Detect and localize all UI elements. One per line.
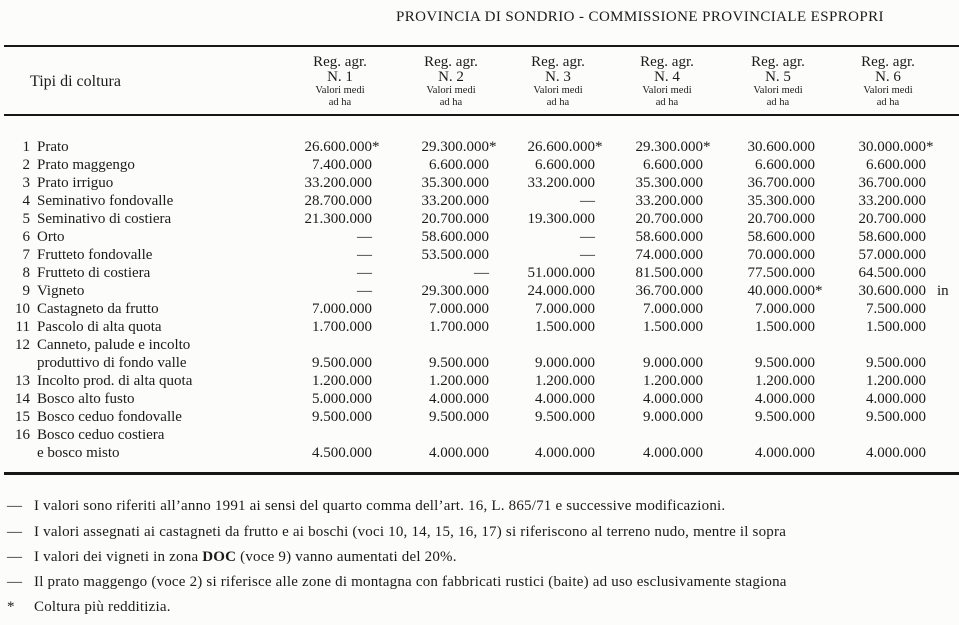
- value-cell-n4: 9.000.000: [643, 355, 703, 371]
- table-row: [0, 174, 959, 192]
- value-cell-n2: 33.200.000: [421, 193, 489, 209]
- value-cell-n6: 20.700.000: [858, 211, 926, 227]
- value-cell-n5: 35.300.000: [747, 193, 815, 209]
- reg-agr-label: Reg. agr.: [640, 54, 694, 70]
- value-cell-n1: 28.700.000: [304, 193, 372, 209]
- value-cell-n4: 4.000.000: [643, 391, 703, 407]
- crop-type-label: Bosco ceduo fondovalle: [37, 409, 182, 425]
- table-row: [0, 228, 959, 246]
- value-cell-n1: —: [357, 265, 372, 281]
- value-cell-n3: —: [580, 193, 595, 209]
- crop-type-label: Bosco ceduo costiera: [37, 427, 165, 443]
- value-cell-n5: 40.000.000*: [747, 283, 823, 299]
- value-cell-n3: 51.000.000: [527, 265, 595, 281]
- value-cell-n2: 58.600.000: [421, 229, 489, 245]
- table-row: [0, 426, 959, 462]
- value-cell-n1: 1.200.000: [312, 373, 372, 389]
- valori-medi-label: Valori medi: [642, 85, 692, 96]
- value-cell-n2: 6.600.000: [429, 157, 489, 173]
- value-cell-n2: 4.000.000: [429, 391, 489, 407]
- value-cell-n3: 6.600.000: [535, 157, 595, 173]
- value-cell-n6: 30.600.000: [858, 283, 926, 299]
- crop-type-label: Pascolo di alta quota: [37, 319, 162, 335]
- row-number: 7: [22, 247, 30, 263]
- value-cell-n6: 4.000.000: [866, 445, 926, 461]
- header-separator-rule: [4, 114, 959, 116]
- value-cell-n6: 64.500.000: [858, 265, 926, 281]
- value-cell-n5: 9.500.000: [755, 409, 815, 425]
- value-cell-n2: 1.700.000: [429, 319, 489, 335]
- row-number: 8: [22, 265, 30, 281]
- reg-agr-number: N. 6: [875, 69, 901, 85]
- table-row: [0, 336, 959, 372]
- value-cell-n1: 33.200.000: [304, 175, 372, 191]
- row-number: 2: [22, 157, 30, 173]
- crop-type-label: Seminativo fondovalle: [37, 193, 174, 209]
- reg-agr-label: Reg. agr.: [531, 54, 585, 70]
- footnote-text: Coltura più redditizia.: [34, 599, 171, 615]
- row-number: 10: [15, 301, 30, 317]
- value-cell-n2: 9.500.000: [429, 355, 489, 371]
- value-cell-n5: 6.600.000: [755, 157, 815, 173]
- crop-type-label: Incolto prod. di alta quota: [37, 373, 193, 389]
- table-row: [0, 210, 959, 228]
- ad-ha-label: ad ha: [655, 97, 679, 108]
- value-cell-n3: —: [580, 229, 595, 245]
- valori-medi-label: Valori medi: [753, 85, 803, 96]
- value-cell-n5: 70.000.000: [747, 247, 815, 263]
- row-number: 13: [15, 373, 30, 389]
- ad-ha-label: ad ha: [876, 97, 900, 108]
- table-row: [0, 264, 959, 282]
- footnote-text: I valori dei vigneti in zona DOC (voce 9) vanno aumentati del 20%.: [34, 549, 457, 565]
- value-cell-n4: 58.600.000: [635, 229, 703, 245]
- valori-medi-label: Valori medi: [426, 85, 476, 96]
- clipped-margin-text: in: [937, 283, 949, 299]
- value-cell-n4: 35.300.000: [635, 175, 703, 191]
- footnote-marker: —: [7, 574, 22, 590]
- crop-type-label-line2: produttivo di fondo valle: [37, 355, 187, 371]
- value-cell-n2: 53.500.000: [421, 247, 489, 263]
- value-cell-n2: 7.000.000: [429, 301, 489, 317]
- valori-medi-label: Valori medi: [863, 85, 913, 96]
- value-cell-n4: 1.200.000: [643, 373, 703, 389]
- crop-type-label: Bosco alto fusto: [37, 391, 135, 407]
- reg-agr-number: N. 3: [545, 69, 571, 85]
- footnote-marker: —: [7, 549, 22, 565]
- value-cell-n4: 74.000.000: [635, 247, 703, 263]
- footnote-marker: —: [7, 524, 22, 540]
- column-header-reg-agr-n6: [833, 55, 943, 109]
- ad-ha-label: ad ha: [328, 97, 352, 108]
- value-cell-n2: 1.200.000: [429, 373, 489, 389]
- row-number: 14: [15, 391, 30, 407]
- value-cell-n1: 1.700.000: [312, 319, 372, 335]
- crop-type-label: Prato: [37, 139, 69, 155]
- value-cell-n1: 7.400.000: [312, 157, 372, 173]
- table-row: [0, 300, 959, 318]
- value-cell-n3: 26.600.000*: [527, 139, 603, 155]
- row-number: 11: [15, 319, 30, 335]
- value-cell-n2: —: [474, 265, 489, 281]
- value-cell-n5: 77.500.000: [747, 265, 815, 281]
- row-number: 4: [22, 193, 30, 209]
- reg-agr-number: N. 2: [438, 69, 464, 85]
- reg-agr-label: Reg. agr.: [861, 54, 915, 70]
- crop-type-label: Orto: [37, 229, 65, 245]
- crop-type-label-line2: e bosco misto: [37, 445, 120, 461]
- valori-medi-label: Valori medi: [533, 85, 583, 96]
- value-cell-n6: 1.500.000: [866, 319, 926, 335]
- value-cell-n3: 9.000.000: [535, 355, 595, 371]
- value-cell-n3: 19.300.000: [527, 211, 595, 227]
- value-cell-n4: 6.600.000: [643, 157, 703, 173]
- reg-agr-number: N. 1: [327, 69, 353, 85]
- value-cell-n6: 7.500.000: [866, 301, 926, 317]
- value-cell-n2: 35.300.000: [421, 175, 489, 191]
- reg-agr-number: N. 5: [765, 69, 791, 85]
- crop-type-label: Prato maggengo: [37, 157, 135, 173]
- column-header-tipi-di-coltura: Tipi di coltura: [30, 73, 121, 90]
- value-cell-n5: 36.700.000: [747, 175, 815, 191]
- value-cell-n5: 1.500.000: [755, 319, 815, 335]
- table-row: [0, 156, 959, 174]
- value-cell-n6: 30.000.000*: [858, 139, 934, 155]
- column-header-reg-agr-n1: [285, 55, 395, 109]
- footnote-text: I valori assegnati ai castagneti da frutto e ai boschi (voci 10, 14, 15, 16, 17) si riferiscono al terreno nudo, mentre il sopra: [34, 524, 787, 540]
- reg-agr-label: Reg. agr.: [751, 54, 805, 70]
- value-cell-n2: 29.300.000: [421, 283, 489, 299]
- footnote-text: I valori sono riferiti all’anno 1991 ai sensi del quarto comma dell’art. 16, L. 865/71 e successive modificazioni.: [34, 498, 726, 514]
- value-cell-n5: 7.000.000: [755, 301, 815, 317]
- value-cell-n5: 4.000.000: [755, 445, 815, 461]
- column-header-reg-agr-n3: [503, 55, 613, 109]
- value-cell-n5: 1.200.000: [755, 373, 815, 389]
- table-row: [0, 246, 959, 264]
- value-cell-n3: 9.500.000: [535, 409, 595, 425]
- value-cell-n3: 7.000.000: [535, 301, 595, 317]
- crop-type-label: Canneto, palude e incolto: [37, 337, 191, 353]
- table-row: [0, 192, 959, 210]
- value-cell-n6: 33.200.000: [858, 193, 926, 209]
- value-cell-n2: 20.700.000: [421, 211, 489, 227]
- value-cell-n1: 9.500.000: [312, 355, 372, 371]
- table-row: [0, 138, 959, 156]
- value-cell-n5: 20.700.000: [747, 211, 815, 227]
- value-cell-n6: 1.200.000: [866, 373, 926, 389]
- table-row: [0, 408, 959, 426]
- value-cell-n5: 58.600.000: [747, 229, 815, 245]
- value-cell-n6: 9.500.000: [866, 355, 926, 371]
- value-cell-n1: 5.000.000: [312, 391, 372, 407]
- table-row: [0, 282, 959, 300]
- column-header-reg-agr-n5: [723, 55, 833, 109]
- crop-type-label: Vigneto: [37, 283, 85, 299]
- table-row: [0, 390, 959, 408]
- value-cell-n6: 6.600.000: [866, 157, 926, 173]
- value-cell-n6: 9.500.000: [866, 409, 926, 425]
- column-header-reg-agr-n4: [612, 55, 722, 109]
- value-cell-n4: 33.200.000: [635, 193, 703, 209]
- value-cell-n4: 1.500.000: [643, 319, 703, 335]
- row-number: 16: [15, 427, 30, 443]
- value-cell-n1: 4.500.000: [312, 445, 372, 461]
- value-cell-n3: 24.000.000: [527, 283, 595, 299]
- row-number: 1: [22, 139, 30, 155]
- value-cell-n2: 9.500.000: [429, 409, 489, 425]
- value-cell-n1: —: [357, 283, 372, 299]
- table-row: [0, 318, 959, 336]
- value-cell-n3: 4.000.000: [535, 445, 595, 461]
- ad-ha-label: ad ha: [546, 97, 570, 108]
- value-cell-n3: 1.500.000: [535, 319, 595, 335]
- value-cell-n5: 9.500.000: [755, 355, 815, 371]
- value-cell-n5: 4.000.000: [755, 391, 815, 407]
- ad-ha-label: ad ha: [766, 97, 790, 108]
- value-cell-n4: 36.700.000: [635, 283, 703, 299]
- row-number: 5: [22, 211, 30, 227]
- value-cell-n2: 29.300.000*: [421, 139, 497, 155]
- value-cell-n1: 21.300.000: [304, 211, 372, 227]
- value-cell-n5: 30.600.000: [747, 139, 815, 155]
- crop-type-label: Frutteto di costiera: [37, 265, 151, 281]
- value-cell-n6: 58.600.000: [858, 229, 926, 245]
- value-cell-n2: 4.000.000: [429, 445, 489, 461]
- column-header-reg-agr-n2: [396, 55, 506, 109]
- value-cell-n3: 1.200.000: [535, 373, 595, 389]
- ad-ha-label: ad ha: [439, 97, 463, 108]
- top-horizontal-rule: [4, 45, 959, 47]
- row-number: 12: [15, 337, 30, 353]
- value-cell-n6: 4.000.000: [866, 391, 926, 407]
- value-cell-n1: —: [357, 229, 372, 245]
- valori-medi-label: Valori medi: [315, 85, 365, 96]
- row-number: 3: [22, 175, 30, 191]
- value-cell-n4: 29.300.000*: [635, 139, 711, 155]
- footnote-marker: —: [7, 498, 22, 514]
- reg-agr-number: N. 4: [654, 69, 680, 85]
- crop-type-label: Seminativo di costiera: [37, 211, 172, 227]
- row-number: 15: [15, 409, 30, 425]
- crop-type-label: Castagneto da frutto: [37, 301, 159, 317]
- value-cell-n4: 9.000.000: [643, 409, 703, 425]
- value-cell-n3: —: [580, 247, 595, 263]
- value-cell-n3: 33.200.000: [527, 175, 595, 191]
- value-cell-n6: 57.000.000: [858, 247, 926, 263]
- value-cell-n1: 26.600.000*: [304, 139, 380, 155]
- value-cell-n3: 4.000.000: [535, 391, 595, 407]
- value-cell-n4: 4.000.000: [643, 445, 703, 461]
- value-cell-n6: 36.700.000: [858, 175, 926, 191]
- value-cell-n1: —: [357, 247, 372, 263]
- footnote-marker: *: [7, 599, 15, 615]
- reg-agr-label: Reg. agr.: [313, 54, 367, 70]
- row-number: 9: [22, 283, 30, 299]
- row-number: 6: [22, 229, 30, 245]
- reg-agr-label: Reg. agr.: [424, 54, 478, 70]
- value-cell-n1: 9.500.000: [312, 409, 372, 425]
- page-title: PROVINCIA DI SONDRIO - COMMISSIONE PROVINCIALE ESPROPRI: [396, 9, 884, 25]
- crop-type-label: Frutteto fondovalle: [37, 247, 153, 263]
- value-cell-n1: 7.000.000: [312, 301, 372, 317]
- value-cell-n4: 81.500.000: [635, 265, 703, 281]
- table-row: [0, 372, 959, 390]
- value-cell-n4: 20.700.000: [635, 211, 703, 227]
- footnote-text: Il prato maggengo (voce 2) si riferisce alle zone di montagna con fabbricati rustici (baite) ad uso esclusivamente stagiona: [34, 574, 787, 590]
- table-bottom-rule: [4, 472, 959, 475]
- crop-type-label: Prato irriguo: [37, 175, 114, 191]
- value-cell-n4: 7.000.000: [643, 301, 703, 317]
